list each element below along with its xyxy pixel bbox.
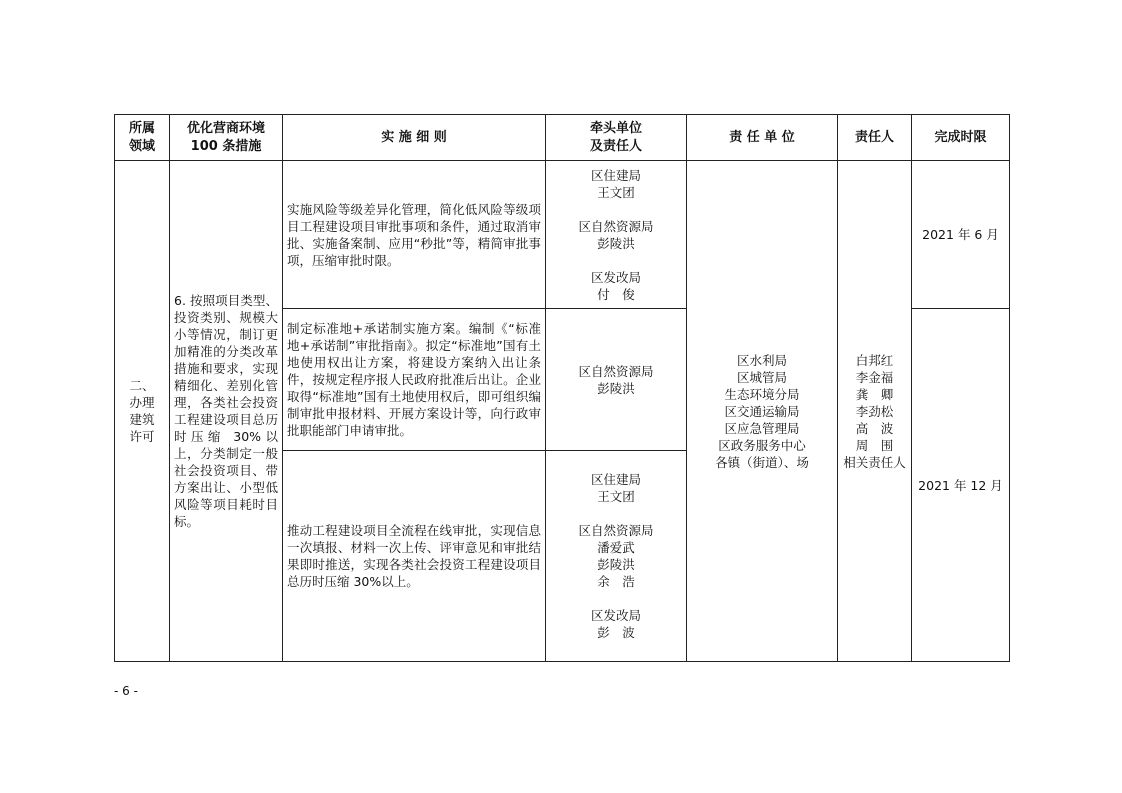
measure-text: 6. 按照项目类型、投资类别、规模大小等情况，制订更加精准的分类改革措施和要求，实现精细化、差别化管理，各类社会投资工程建设项目总历时压缩 30%以上，分类制定一般社会投资项目、带方案出让、小型低风险等项目耗时目标。 <box>174 293 278 529</box>
person-line: 周 围 <box>855 437 894 453</box>
lead-gap <box>550 590 682 607</box>
header-deadline <box>912 115 1010 161</box>
header-deadline-text: 完成时限 <box>934 129 987 145</box>
person-line: 相关责任人 <box>843 454 906 470</box>
detail-text: 推动工程建设项目全流程在线审批，实现信息一次填报、材料一次上传、评审意见和审批结果即时推送，实现各类社会投资工程建设项目总历时压缩 30%以上。 <box>287 523 541 589</box>
measure-cell <box>170 161 283 662</box>
deadline-text: 2021 年 6 月 <box>922 227 999 242</box>
lead-line: 区自然资源局 <box>578 363 654 379</box>
lead-line: 彭陵洪 <box>597 557 635 572</box>
domain-cell <box>115 161 170 662</box>
header-detail <box>283 115 546 161</box>
detail-cell <box>283 309 546 451</box>
lead-line: 王文团 <box>597 489 635 504</box>
lead-line: 区住建局 <box>590 167 641 183</box>
lead-line: 彭陵洪 <box>597 235 635 251</box>
header-domain <box>115 115 170 161</box>
unit-line: 区城管局 <box>736 369 787 385</box>
unit-line: 区应急管理局 <box>724 420 800 436</box>
header-lead-text: 牵头单位 及责任人 <box>589 120 642 154</box>
unit-line: 区政务服务中心 <box>718 437 806 453</box>
header-detail-text: 实 施 细 则 <box>381 129 447 145</box>
lead-gap <box>550 201 682 218</box>
deadline-cell <box>912 309 1010 662</box>
person-line: 龚 卿 <box>855 386 894 402</box>
header-lead <box>546 115 687 161</box>
lead-line: 王文团 <box>597 184 635 200</box>
lead-line: 余 浩 <box>597 574 635 589</box>
unit-line: 区水利局 <box>736 352 787 368</box>
header-measure-text: 优化营商环境 100 条措施 <box>186 120 265 154</box>
lead-line: 区自然资源局 <box>578 523 654 538</box>
header-row <box>115 115 1010 161</box>
header-measure <box>170 115 283 161</box>
domain-text: 二、 办理 建筑 许可 <box>129 378 155 444</box>
lead-line: 区住建局 <box>590 472 641 487</box>
page-number: - 6 - <box>114 684 138 698</box>
header-units <box>687 115 838 161</box>
lead-cell <box>546 309 687 451</box>
lead-line: 潘爱武 <box>597 540 635 555</box>
lead-gap <box>550 505 682 522</box>
header-units-text: 责 任 单 位 <box>729 129 795 145</box>
lead-line: 区发改局 <box>590 608 641 623</box>
person-line: 李金福 <box>855 369 894 385</box>
detail-text: 制定标准地+承诺制实施方案。编制《“标准地+承诺制”审批指南》。拟定“标准地”国有土地使用权出让方案，将建设方案纳入出让条件，按规定程序报人民政府批准后出让。企业取得“标准地”国有土地使用权后，即可组织编制审批申报材料、开展方案设计等，向行政审批职能部门申请审批。 <box>287 321 541 438</box>
unit-line: 生态环境分局 <box>724 386 800 402</box>
lead-line: 彭 波 <box>597 625 635 640</box>
person-line: 高 波 <box>855 420 894 436</box>
unit-line: 各镇（街道）、场 <box>715 454 809 470</box>
deadline-text: 2021 年 12 月 <box>918 477 1003 493</box>
detail-cell <box>283 451 546 662</box>
detail-cell <box>283 161 546 309</box>
unit-line: 区交通运输局 <box>724 403 800 419</box>
responsible-persons-cell <box>838 161 912 662</box>
lead-line: 区发改局 <box>590 269 641 285</box>
header-person <box>838 115 912 161</box>
person-line: 李劲松 <box>855 403 894 419</box>
lead-cell <box>546 451 687 662</box>
deadline-cell <box>912 161 1010 309</box>
lead-line: 付 俊 <box>597 286 635 302</box>
lead-line: 区自然资源局 <box>578 218 654 234</box>
person-line: 白邦红 <box>855 352 894 368</box>
responsible-units-cell <box>687 161 838 662</box>
header-domain-text: 所属 领域 <box>128 120 155 154</box>
measures-table <box>114 114 1010 662</box>
header-person-text: 责任人 <box>854 129 894 145</box>
table-row <box>115 161 1010 309</box>
lead-gap <box>550 252 682 269</box>
lead-line: 彭陵洪 <box>597 380 635 396</box>
lead-cell <box>546 161 687 309</box>
detail-text: 实施风险等级差异化管理，简化低风险等级项目工程建设项目审批事项和条件，通过取消审批、实施备案制、应用“秒批”等，精简审批事项，压缩审批时限。 <box>287 201 541 268</box>
